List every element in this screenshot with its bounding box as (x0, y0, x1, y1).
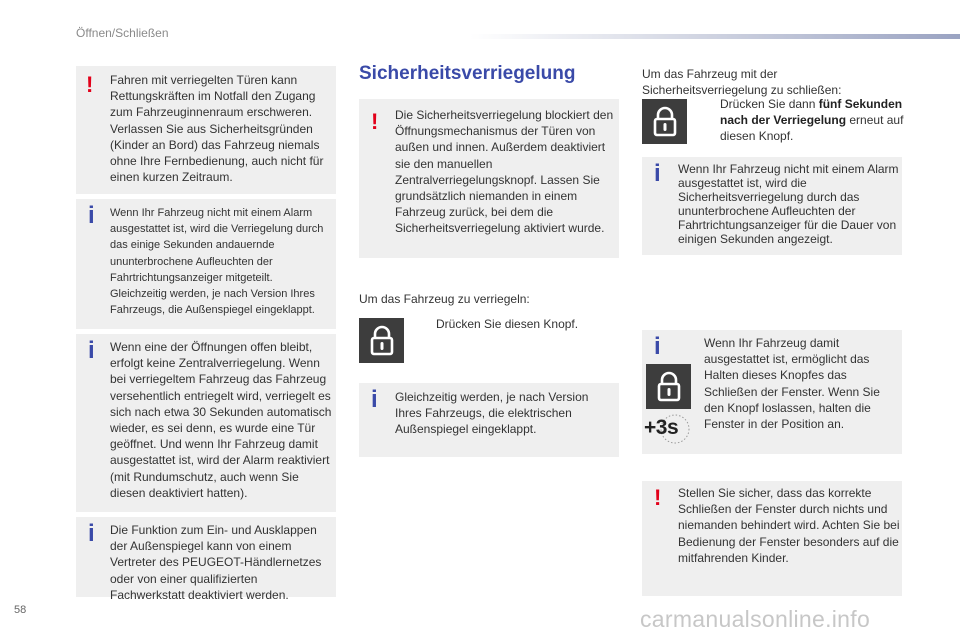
info-icon: i (654, 160, 661, 187)
lock-button-icon (359, 318, 404, 363)
watermark: carmanualsonline.info (640, 606, 871, 632)
padlock-icon (656, 371, 682, 403)
info-text: Wenn eine der Öffnungen offen bleibt, erfolgt keine Zentralverriegelung. Wenn bei verriegeltem Fahrzeug das Fahrzeug versehentlich entriegelt wird, verriegelt es sich nach etwa 30 Sekunden automatisch wieder, es sei denn, es wurde eine Tür geöffnet. Und wenn Ihr Fahrzeug damit ausgestattet ist, wird der Alarm reaktiviert (mit Rundumschutz, auch wenn Sie diesen deaktiviert hatten). (110, 340, 332, 500)
padlock-icon (369, 325, 395, 357)
deadlock-step-b: fünf Sekunden nach der Verriegelung (720, 97, 903, 128)
info-box-deadlock-no-alarm (642, 157, 902, 255)
header-rule (470, 34, 960, 39)
info-text: Gleichzeitig werden, je nach Version Ihres Fahrzeugs, die elektrischen Außenspiegel eingeklappt. (395, 390, 589, 437)
warning-text: Die Sicherheitsverriegelung blockiert den Öffnungsmechanismus der Türen von außen und innen. Außerdem deaktiviert sie den manuellen Zentralverriegelungsknopf. Lassen Sie grundsätzlich niemanden in einem Fahrzeug zurück, bei dem die Sicherheitsverriegelung aktiviert wurde. (395, 108, 614, 236)
section-title: Sicherheitsverriegelung (359, 63, 576, 84)
padlock-icon (652, 106, 678, 138)
info-box-no-alarm (76, 199, 336, 329)
warning-icon: ! (86, 72, 94, 97)
info-box-windows (642, 330, 902, 454)
deadlock-step-c: erneut auf diesen Knopf. (720, 113, 904, 144)
hold-3-seconds-label: +3s (644, 416, 679, 439)
info-icon: i (654, 333, 661, 360)
info-box-open-doors (76, 334, 336, 512)
lock-intro: Um das Fahrzeug zu verriegeln: (359, 292, 530, 306)
header-title: Öffnen/Schließen (76, 26, 169, 40)
warning-box-deadlock (359, 99, 619, 258)
info-text: Wenn Ihr Fahrzeug nicht mit einem Alarm ausgestattet ist, wird die Verriegelung durch das einige Sekunden andauernde ununterbrochene Aufleuchten der Fahrtrichtungsanzeiger mitgeteilt. Gleichzeitig werden, je nach Version Ihres Fahrzeugs, die Außenspiegel eingeklappt. (110, 207, 324, 317)
warning-icon: ! (371, 109, 379, 134)
warning-box-windows (642, 481, 902, 596)
warning-text: Fahren mit verriegelten Türen kann Rettungskräften im Notfall den Zugang zum Fahrzeuginnenraum erschweren. Verlassen Sie aus Sicherheitsgründen (Kinder an Bord) das Fahrzeug niemals ohne Ihre Fernbedienung, auch nicht für einen kurzen Zeitraum. (110, 73, 324, 185)
lock-step: Drücken Sie diesen Knopf. (436, 317, 579, 331)
lock-button-icon (646, 364, 691, 409)
deadlock-step (720, 96, 906, 145)
info-icon: i (88, 337, 95, 364)
deadlock-intro: Um das Fahrzeug mit der Sicherheitsverriegelung zu schließen: (642, 67, 842, 98)
info-icon: i (88, 520, 95, 547)
warning-text: Stellen Sie sicher, dass das korrekte Schließen der Fenster durch nichts und niemanden behindert wird. Achten Sie bei Bedienung der Fenster besonders auf die mitfahrenden Kinder. (678, 486, 900, 565)
info-text: Die Funktion zum Ein- und Ausklappen der Außenspiegel kann von einem Vertreter des PEUGEOT-Händlernetzes oder von einer qualifizierten Fachwerkstatt deaktiviert werden. (110, 523, 322, 602)
warning-icon: ! (654, 485, 662, 510)
page-number: 58 (14, 604, 27, 616)
warning-box-locked-doors (76, 66, 336, 194)
info-text: Wenn Ihr Fahrzeug nicht mit einem Alarm ausgestattet ist, wird die Sicherheitsverriegelung durch das ununterbrochene Aufleuchten der Fahrtrichtungsanzeiger für die Dauer von einigen Sekunden angezeigt. (678, 162, 899, 246)
hold-3-seconds-icon (642, 412, 692, 446)
info-box-electric-mirrors (359, 383, 619, 457)
info-icon: i (371, 386, 378, 413)
info-box-mirrors (76, 517, 336, 602)
info-icon: i (88, 202, 95, 229)
lock-button-icon (642, 99, 687, 144)
deadlock-step-a: Drücken Sie dann (720, 97, 819, 111)
info-text: Wenn Ihr Fahrzeug damit ausgestattet ist, ermöglicht das Halten dieses Knopfes das Schließen der Fenster. Wenn Sie den Knopf loslassen, halten die Fenster in der Position an. (704, 336, 880, 432)
